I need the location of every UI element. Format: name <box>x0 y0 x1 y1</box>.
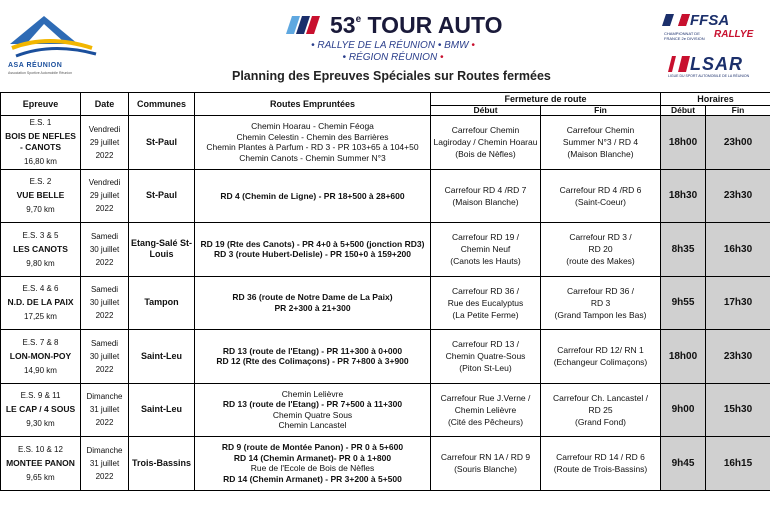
fermeture-fin-line: (Grand Tampon les Bas) <box>554 309 647 320</box>
fermeture-fin-line: RD 3 <box>590 297 611 308</box>
schedule-table <box>0 92 770 491</box>
es-number: E.S. 2 <box>29 177 52 187</box>
es-name: LE CAP / 4 SOUS <box>5 404 76 415</box>
date-date: 30 juillet <box>89 351 120 361</box>
page-title: Planning des Epreuves Spéciales sur Routes fermées <box>232 69 551 83</box>
fermeture-debut-line: (Souris Blanche) <box>454 464 517 475</box>
fermeture-debut-line: (Canots les Hauts) <box>450 256 521 267</box>
fermeture-fin-line: Carrefour RD 4 /RD 6 <box>559 184 642 195</box>
rallye-name: RALLYE DE LA RÉUNION <box>317 40 436 51</box>
date-year: 2022 <box>95 364 114 374</box>
date-day: Samedi <box>90 338 119 348</box>
route-line: Rue de l'Ecole de Bois de Nèfles <box>250 463 375 474</box>
date-day: Dimanche <box>86 392 123 402</box>
fermeture-fin-cell <box>541 116 661 170</box>
fermeture-fin-cell <box>541 276 661 330</box>
ffsa-word: FFSA <box>690 12 730 29</box>
table-row <box>1 276 770 330</box>
epreuve-cell <box>1 383 81 437</box>
date-year: 2022 <box>95 257 114 267</box>
fermeture-debut-line: (Bois de Nèfles) <box>455 149 516 160</box>
fermeture-debut-line: Chemin Neuf <box>460 244 511 255</box>
es-number: E.S. 3 & 5 <box>22 230 59 240</box>
es-name: MONTEE PANON <box>6 457 75 468</box>
date-date: 31 juillet <box>89 458 120 468</box>
date-year: 2022 <box>95 204 114 214</box>
es-distance: 9,70 km <box>26 205 55 215</box>
fermeture-fin-line: Carrefour Ch. Lancastel / <box>553 392 648 403</box>
fermeture-debut-line: Carrefour Chemin <box>451 125 520 136</box>
date-cell <box>81 169 129 223</box>
date-cell <box>81 116 129 170</box>
fermeture-debut-cell <box>431 169 541 223</box>
date-cell <box>81 383 129 437</box>
horaire-fin: 16h30 <box>706 223 770 277</box>
fermeture-fin-cell <box>541 330 661 384</box>
horaire-debut: 9h45 <box>661 437 706 491</box>
date-date: 31 juillet <box>89 405 120 415</box>
routes-cell <box>195 383 431 437</box>
route-line: Chemin Plantes à Parfum - RD 3 - PR 103+65 à 104+50 <box>206 142 419 153</box>
route-line: Chemin Quatre Sous <box>272 409 353 420</box>
fermeture-debut-line: Carrefour RD 36 / <box>451 285 520 296</box>
asa-subtitle: Association Sportive Automobile Réunion <box>8 71 73 75</box>
es-distance: 9,80 km <box>26 258 55 268</box>
horaire-fin: 23h30 <box>706 330 770 384</box>
date-cell <box>81 276 129 330</box>
fermeture-fin-line: Carrefour RD 14 / RD 6 <box>556 452 645 463</box>
es-number: E.S. 7 & 8 <box>22 337 59 347</box>
fermeture-debut-line: Carrefour RD 4 /RD 7 <box>444 184 527 195</box>
tour-title <box>330 12 503 39</box>
fermeture-fin-line: Carrefour RD 12/ RN 1 <box>557 345 644 356</box>
tour-number-sup: e <box>355 14 362 25</box>
fermeture-debut-line: Carrefour Rue J.Verne / <box>440 392 531 403</box>
es-distance: 9,65 km <box>26 472 55 482</box>
fermeture-debut-line: Lagiroday / Chemin Hoarau <box>433 137 538 148</box>
route-line: RD 14 (Chemin Armanet)- PR 0 à 1+800 <box>233 452 392 463</box>
horaire-fin: 15h30 <box>706 383 770 437</box>
horaire-debut: 18h00 <box>661 116 706 170</box>
fermeture-debut-line: Carrefour RN 1A / RD 9 <box>440 452 531 463</box>
fermeture-debut-line: Rue des Eucalyptus <box>447 297 524 308</box>
route-line: RD 12 (Rte des Colimaçons) - PR 7+800 à 3+900 <box>216 356 409 367</box>
horaire-debut: 9h00 <box>661 383 706 437</box>
epreuve-cell <box>1 169 81 223</box>
fermeture-debut-cell <box>431 437 541 491</box>
tour-name: TOUR AUTO <box>367 12 503 38</box>
header-fermeture: Fermeture de route <box>431 93 661 106</box>
route-line: PR 2+300 à 21+300 <box>274 302 351 313</box>
table-row <box>1 223 770 277</box>
table-header-row <box>1 93 770 106</box>
fermeture-fin-line: RD 20 <box>588 244 613 255</box>
horaire-debut: 8h35 <box>661 223 706 277</box>
ffsa-rallye: RALLYE <box>714 29 754 40</box>
route-line: RD 36 (route de Notre Dame de La Paix) <box>232 292 393 303</box>
header-epreuve: Epreuve <box>1 93 81 116</box>
date-cell <box>81 437 129 491</box>
fermeture-fin-cell <box>541 223 661 277</box>
fermeture-debut-cell <box>431 116 541 170</box>
commune-cell: Tampon <box>129 276 195 330</box>
commune-cell: St-Paul <box>129 169 195 223</box>
es-number: E.S. 1 <box>29 118 52 128</box>
routes-cell <box>195 223 431 277</box>
routes-cell <box>195 116 431 170</box>
route-line: RD 19 (Rte des Canots) - PR 4+0 à 5+500 (jonction RD3) <box>200 238 425 249</box>
fermeture-debut-line: (Maison Blanche) <box>452 196 519 207</box>
fermeture-debut-line: (Piton St-Leu) <box>459 363 512 374</box>
ffsa-flag-icon <box>662 12 692 28</box>
route-line: RD 13 (route de l'Etang) - PR 7+500 à 11+300 <box>222 399 403 410</box>
page-header <box>0 0 770 92</box>
fermeture-fin-cell <box>541 383 661 437</box>
header-date: Date <box>81 93 129 116</box>
route-line: RD 13 (route de l'Etang) - PR 11+300 à 0+000 <box>222 345 403 356</box>
fermeture-debut-cell <box>431 383 541 437</box>
ffsa-logo <box>662 12 762 44</box>
header-routes: Routes Empruntées <box>195 93 431 116</box>
date-cell <box>81 223 129 277</box>
route-line: Chemin Hoarau - Chemin Féoga <box>251 121 374 132</box>
date-year: 2022 <box>95 418 114 428</box>
table-row <box>1 383 770 437</box>
fermeture-debut-line: (Cité des Pêcheurs) <box>447 416 524 427</box>
region-name: RÉGION RÉUNION <box>348 52 438 63</box>
fermeture-fin-line: (route des Makes) <box>566 256 635 267</box>
date-day: Vendredi <box>88 178 121 188</box>
date-day: Samedi <box>90 285 119 295</box>
epreuve-cell <box>1 223 81 277</box>
commune-cell: Saint-Leu <box>129 383 195 437</box>
fermeture-fin-line: (Grand Fond) <box>574 416 627 427</box>
lsar-logo <box>668 54 764 82</box>
tour-subtitle-2: • RÉGION RÉUNION • <box>342 52 444 63</box>
fermeture-fin-cell <box>541 437 661 491</box>
date-day: Dimanche <box>86 445 123 455</box>
tour-number: 53 <box>330 12 356 38</box>
fermeture-fin-line: RD 25 <box>588 404 613 415</box>
table-row <box>1 330 770 384</box>
routes-cell <box>195 169 431 223</box>
epreuve-cell <box>1 276 81 330</box>
horaire-fin: 16h15 <box>706 437 770 491</box>
fermeture-debut-line: Chemin Quatre-Sous <box>445 351 526 362</box>
date-year: 2022 <box>95 150 114 160</box>
tour-auto-logo <box>278 10 503 68</box>
es-name: BOIS DE NEFLES - CANOTS <box>5 131 76 153</box>
fermeture-debut-line: (La Petite Ferme) <box>452 309 519 320</box>
header-fermeture-debut: Début <box>431 106 541 116</box>
date-date: 30 juillet <box>89 298 120 308</box>
tour-subtitle-1: • RALLYE DE LA RÉUNION • BMW • <box>311 40 475 51</box>
date-year: 2022 <box>95 471 114 481</box>
commune-cell: St-Paul <box>129 116 195 170</box>
bmw-m-stripes-icon <box>286 16 324 34</box>
date-date: 29 juillet <box>89 191 120 201</box>
epreuve-cell <box>1 330 81 384</box>
horaire-fin: 23h30 <box>706 169 770 223</box>
lsar-subtitle: LIGUE DU SPORT AUTOMOBILE DE LA RÉUNION <box>668 74 750 78</box>
header-fermeture-fin: Fin <box>541 106 661 116</box>
date-day: Vendredi <box>88 124 121 134</box>
sponsor-name: BMW <box>444 40 469 51</box>
fermeture-debut-line: Chemin Lelièvre <box>454 404 517 415</box>
es-distance: 17,25 km <box>24 312 57 322</box>
es-name: VUE BELLE <box>16 190 65 201</box>
fermeture-fin-cell <box>541 169 661 223</box>
fermeture-fin-line: (Echangeur Colimaçons) <box>553 357 648 368</box>
horaire-fin: 23h00 <box>706 116 770 170</box>
routes-cell <box>195 330 431 384</box>
epreuve-cell <box>1 116 81 170</box>
date-year: 2022 <box>95 311 114 321</box>
routes-cell <box>195 437 431 491</box>
lsar-word: LSAR <box>690 54 743 74</box>
epreuve-cell <box>1 437 81 491</box>
header-horaires: Horaires <box>661 93 770 106</box>
horaire-debut: 18h30 <box>661 169 706 223</box>
route-line: Chemin Canots - Chemin Summer N°3 <box>239 152 386 163</box>
es-name: LON-MON-POY <box>9 350 72 361</box>
fermeture-fin-line: (Route de Trois-Bassins) <box>553 464 648 475</box>
es-distance: 16,80 km <box>24 157 57 167</box>
fermeture-fin-line: Summer N°3 / RD 4 <box>562 137 639 148</box>
commune-cell: Saint-Leu <box>129 330 195 384</box>
fermeture-fin-line: Carrefour RD 3 / <box>569 232 632 243</box>
lsar-flag-icon <box>668 56 690 72</box>
date-date: 30 juillet <box>89 244 120 254</box>
date-cell <box>81 330 129 384</box>
route-line: Chemin Lancastel <box>278 420 347 431</box>
es-distance: 14,90 km <box>24 365 57 375</box>
fermeture-debut-cell <box>431 223 541 277</box>
date-day: Samedi <box>90 231 119 241</box>
es-name: N.D. DE LA PAIX <box>7 297 74 308</box>
asa-name: ASA RÉUNION <box>8 62 63 69</box>
commune-cell: Etang-Salé St-Louis <box>129 223 195 277</box>
table-row <box>1 437 770 491</box>
route-line: RD 3 (route Hubert-Delisle) - PR 150+0 à 159+200 <box>214 249 411 260</box>
header-communes: Communes <box>129 93 195 116</box>
fermeture-debut-cell <box>431 330 541 384</box>
horaire-debut: 18h00 <box>661 330 706 384</box>
table-row <box>1 116 770 170</box>
es-number: E.S. 10 & 12 <box>18 444 63 454</box>
es-number: E.S. 4 & 6 <box>22 284 59 294</box>
fermeture-debut-line: Carrefour RD 19 / <box>451 232 520 243</box>
fermeture-fin-line: Carrefour RD 36 / <box>566 285 635 296</box>
fermeture-fin-line: (Saint-Coeur) <box>574 196 627 207</box>
es-name: LES CANOTS <box>13 243 68 254</box>
fermeture-fin-line: (Maison Blanche) <box>567 149 634 160</box>
route-line: Chemin Lelièvre <box>281 388 344 399</box>
route-line: RD 14 (Chemin Armanet) - PR 3+200 à 5+500 <box>223 473 402 484</box>
table-row <box>1 169 770 223</box>
fermeture-fin-line: Carrefour Chemin <box>566 125 635 136</box>
fermeture-debut-cell <box>431 276 541 330</box>
horaire-debut: 9h55 <box>661 276 706 330</box>
commune-cell: Trois-Bassins <box>129 437 195 491</box>
es-distance: 9,30 km <box>26 419 55 429</box>
date-date: 29 juillet <box>89 137 120 147</box>
route-line: Chemin Celestin - Chemin des Barrières <box>236 131 389 142</box>
header-horaires-debut: Début <box>661 106 706 116</box>
horaire-fin: 17h30 <box>706 276 770 330</box>
routes-cell <box>195 276 431 330</box>
fermeture-debut-line: Carrefour RD 13 / <box>451 339 520 350</box>
header-horaires-fin: Fin <box>706 106 770 116</box>
ffsa-subtitle: CHAMPIONNAT DE FRANCE 2e DIVISION <box>664 31 705 41</box>
route-line: RD 4 (Chemin de Ligne) - PR 18+500 à 28+600 <box>220 190 405 201</box>
es-number: E.S. 9 & 11 <box>20 391 61 401</box>
route-line: RD 9 (route de Montée Panon) - PR 0 à 5+600 <box>221 442 404 453</box>
